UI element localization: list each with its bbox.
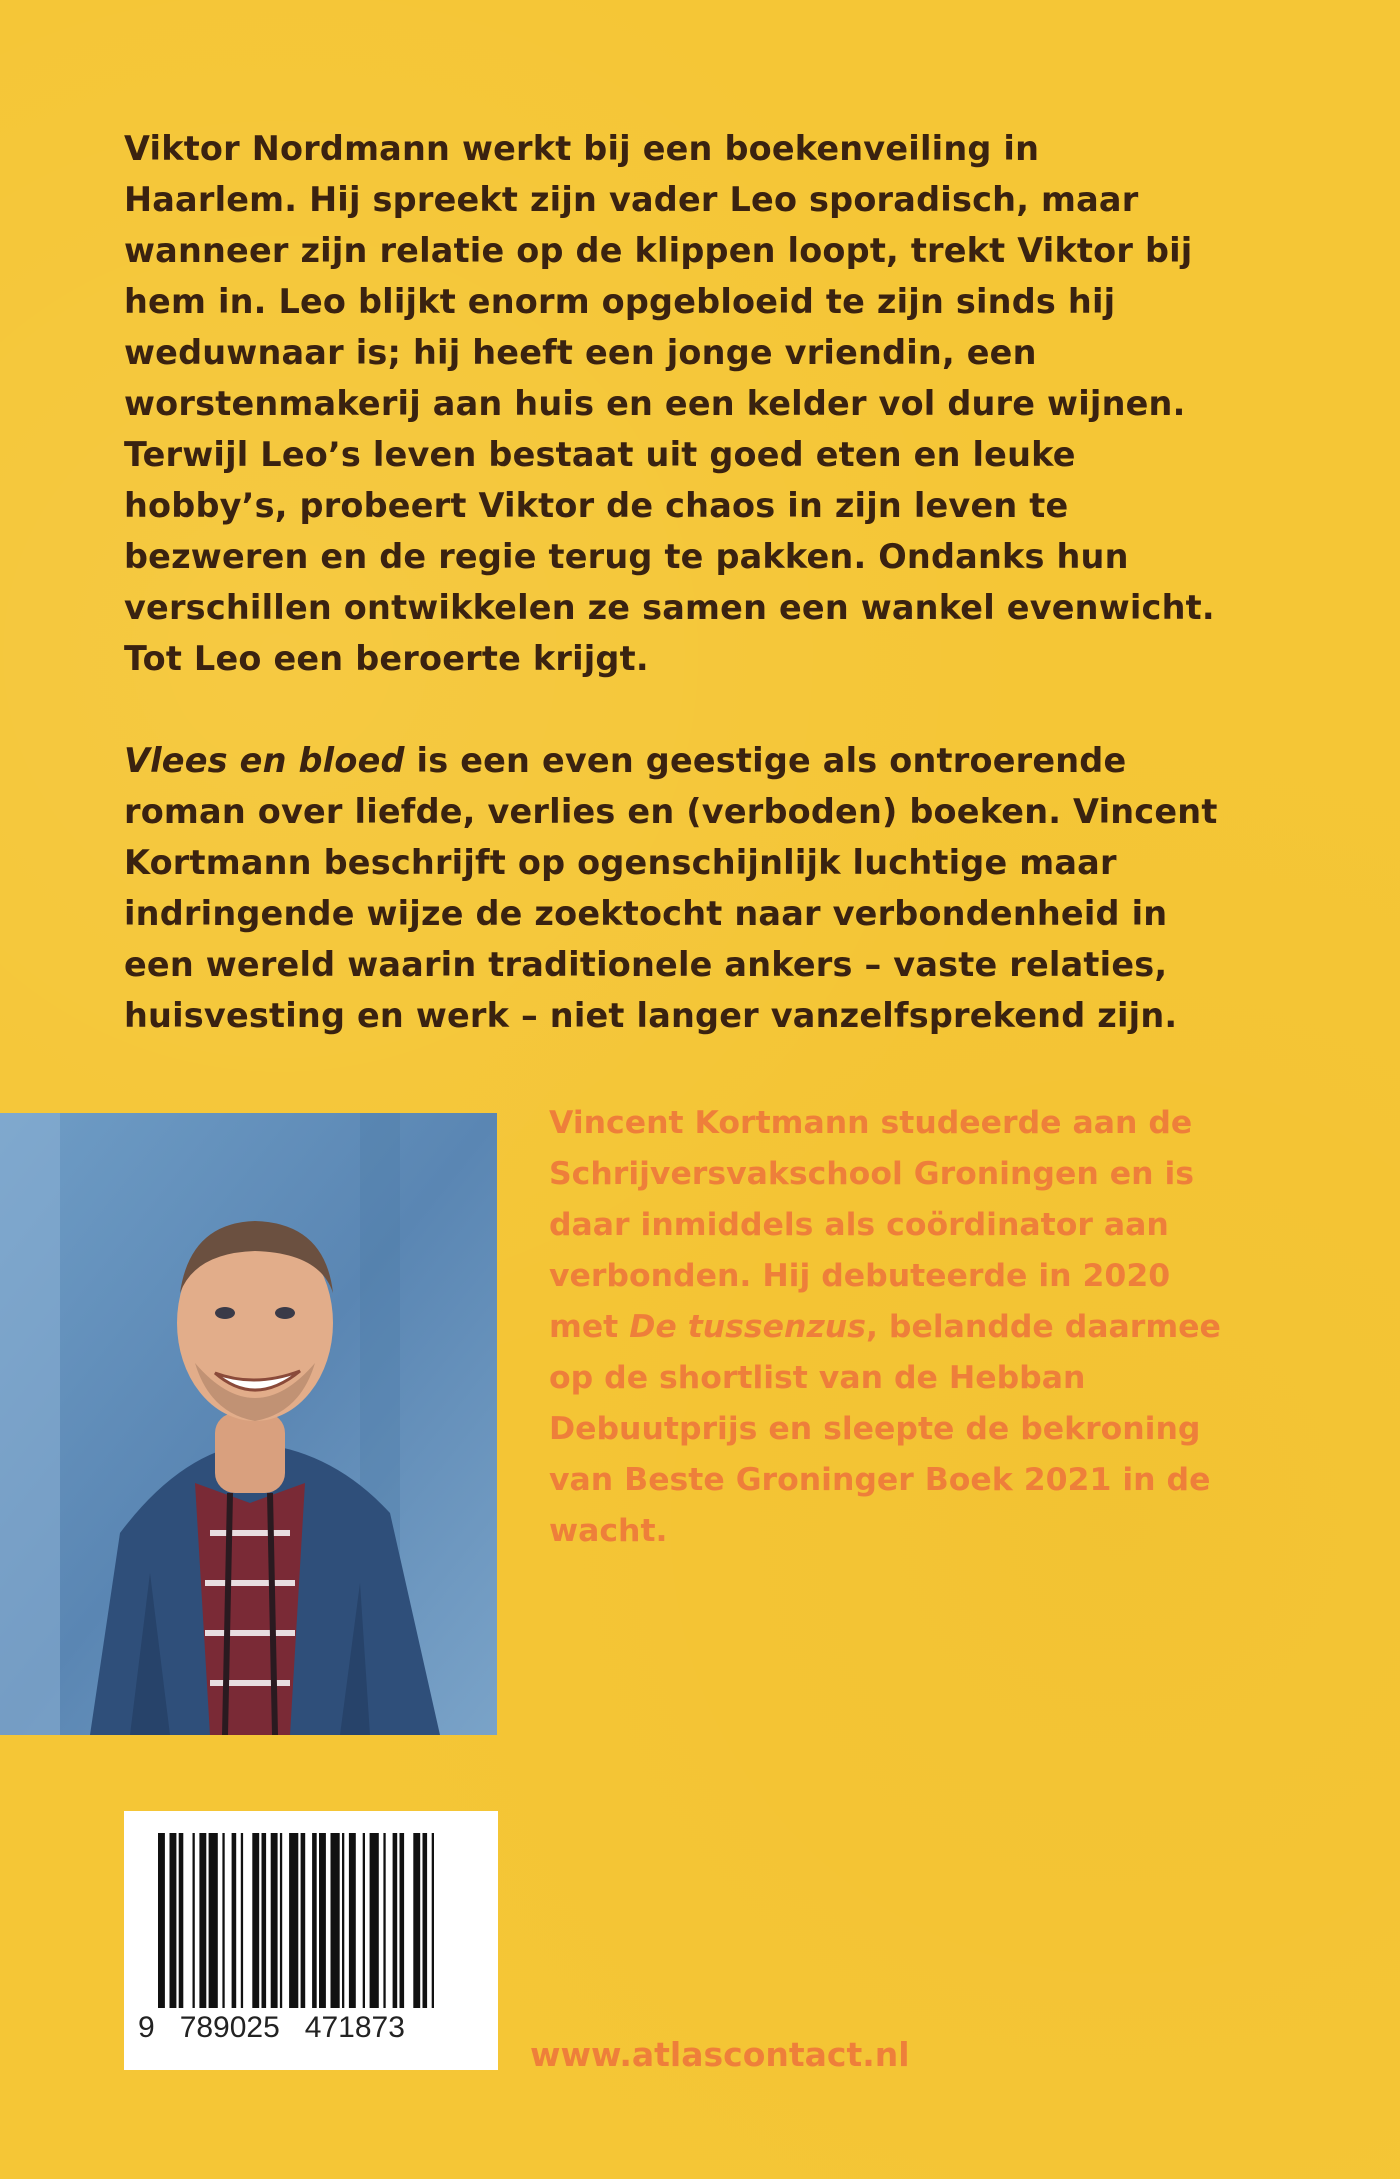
barcode-bar	[199, 1833, 206, 2008]
barcode-bars	[158, 1833, 464, 2008]
barcode-bar	[262, 1833, 267, 2008]
debut-title: De tussenzus	[629, 1309, 866, 1345]
author-photo	[0, 1113, 497, 1735]
blurb-paragraph	[124, 735, 1224, 1041]
paragraph-gap	[124, 684, 1224, 735]
blurb-paragraph: Viktor Nordmann werkt bij een boekenveiling in Haarlem. Hij spreekt zijn vader Leo sporadisch, maar wanneer zijn relatie op de klippen loopt, trekt Viktor bij hem in. Leo blijkt enorm opgebloeid te zijn sinds hij weduwnaar is; hij heeft een jonge vriendin, een worstenmakerij aan huis en een kelder vol dure wijnen.	[124, 129, 1193, 423]
blurb-text: is een even geestige als ontroerende roman over liefde, verlies en (verboden) boeken. Vincent Kortmann beschrijft op ogenschijnlijk luchtige maar indringende wijze de zoektocht naar verbondenheid in een wereld waarin traditionele ankers – vaste relaties, huisvesting en werk – niet langer vanzelfsprekend zijn.	[124, 741, 1218, 1035]
barcode-bar	[370, 1833, 379, 2008]
barcode-bar	[289, 1833, 298, 2008]
barcode-bar	[363, 1833, 365, 2008]
barcode-bar	[319, 1833, 326, 2008]
barcode-bar	[342, 1833, 344, 2008]
barcode-bar	[280, 1833, 282, 2008]
author-bio	[549, 1098, 1249, 1557]
barcode-bar	[432, 1833, 434, 2008]
book-title: Vlees en bloed	[124, 741, 405, 780]
barcode-bar	[179, 1833, 184, 2008]
barcode-bar	[349, 1833, 356, 2008]
barcode-bar	[170, 1833, 177, 2008]
barcode-bar	[413, 1833, 420, 2008]
barcode-bar	[331, 1833, 340, 2008]
bio-text: Vincent Kortmann studeerde aan de Schrijversvakschool Groningen en is daar inmiddels als coördinator aan verbonden. Hij debuteerde in 2020 met	[549, 1105, 1195, 1345]
barcode-bar	[222, 1833, 224, 2008]
barcode-bar	[209, 1833, 218, 2008]
barcode-bar	[312, 1833, 317, 2008]
barcode-bar	[301, 1833, 306, 2008]
isbn-barcode	[124, 1811, 498, 2070]
publisher-website[interactable]: www.atlascontact.nl	[530, 2035, 910, 2074]
barcode-bar	[383, 1833, 385, 2008]
barcode-bar	[271, 1833, 278, 2008]
barcode-bar	[158, 1833, 165, 2008]
blurb-paragraph: Terwijl Leo’s leven bestaat uit goed eten en leuke hobby’s, probeert Viktor de chaos in zijn leven te bezweren en de regie terug te pakken. Ondanks hun verschillen ontwikkelen ze samen een wankel evenwicht. Tot Leo een beroerte krijgt.	[124, 435, 1215, 678]
barcode-bar	[232, 1833, 237, 2008]
barcode-bar	[393, 1833, 398, 2008]
barcode-bar	[252, 1833, 259, 2008]
isbn-number: 9 789025 471873	[138, 2011, 405, 2044]
bio-text: , belandde daarmee op de shortlist van de Hebban Debuutprijs en sleepte de bekroning van Beste Groninger Boek 2021 in de wacht.	[549, 1309, 1221, 1549]
barcode-bar	[193, 1833, 195, 2008]
back-cover-blurb	[124, 123, 1224, 1041]
barcode-bar	[241, 1833, 243, 2008]
barcode-bar	[423, 1833, 428, 2008]
barcode-bar	[400, 1833, 405, 2008]
